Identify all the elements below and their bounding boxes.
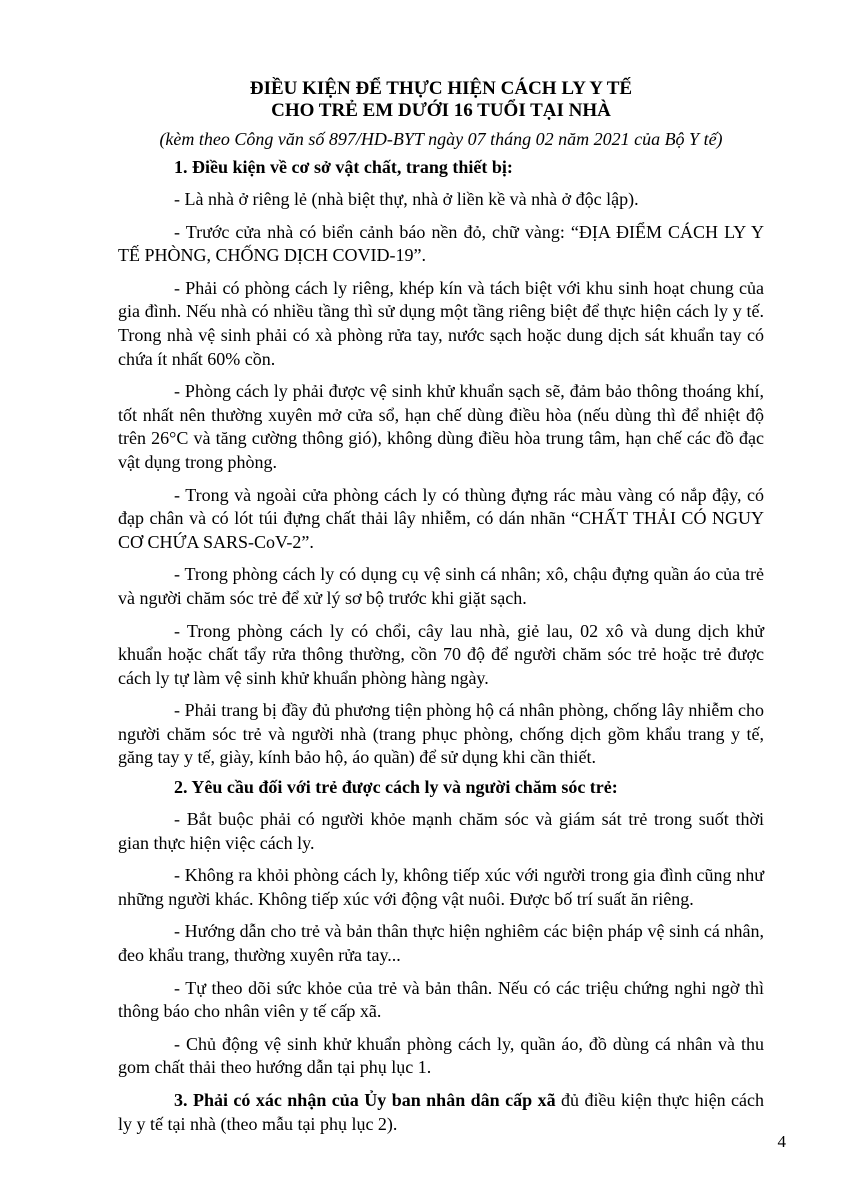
section1-item: - Trong phòng cách ly có chổi, cây lau nhà, giẻ lau, 02 xô và dung dịch khử khuẩn hoặc chất tẩy rửa thông thường, cồn 70 độ để người chăm sóc trẻ hoặc trẻ được cách ly tự làm vệ sinh khử khuẩn phòng hàng ngày. — [118, 620, 764, 688]
section1-item: - Trước cửa nhà có biển cảnh báo nền đỏ, chữ vàng: “ĐỊA ĐIỂM CÁCH LY Y TẾ PHÒNG, CHỐNG DỊCH COVID-19”. — [118, 221, 764, 266]
document-title-line1: ĐIỀU KIỆN ĐỂ THỰC HIỆN CÁCH LY Y TẾ — [249, 78, 633, 99]
section3-rest-text: đủ điều kiện thực hiện cách ly y tế tại nhà (theo mẫu tại phụ lục 2). — [118, 1090, 765, 1134]
document-subtitle: (kèm theo Công văn số 897/HD-BYT ngày 07 tháng 02 năm 2021 của Bộ Y tế) — [159, 129, 723, 149]
section2-item: - Chủ động vệ sinh khử khuẩn phòng cách ly, quần áo, đồ dùng cá nhân và thu gom chất thải theo hướng dẫn tại phụ lục 1. — [118, 1033, 764, 1078]
section1-item: - Trong phòng cách ly có dụng cụ vệ sinh cá nhân; xô, chậu đựng quần áo của trẻ và người chăm sóc trẻ để xử lý sơ bộ trước khi giặt sạch. — [118, 564, 764, 608]
section1-item: - Phải trang bị đầy đủ phương tiện phòng hộ cá nhân phòng, chống lây nhiễm cho người chăm sóc trẻ và người nhà (trang phục phòng, chống dịch gồm khẩu trang y tế, găng tay y tế, giày, kính bảo hộ, áo quần) để sử dụng khi cần thiết. — [118, 700, 764, 768]
section1-item: - Phòng cách ly phải được vệ sinh khử khuẩn sạch sẽ, đảm bảo thông thoáng khí, tốt nhất nên thường xuyên mở cửa sổ, hạn chế dùng điều hòa (nếu dùng thì để nhiệt độ trên 26°C và tăng cường thông gió), không dùng điều hòa trung tâm, hạn chế các đồ đạc vật dụng trong phòng. — [118, 381, 764, 472]
section1-heading: 1. Điều kiện về cơ sở vật chất, trang thiết bị: — [174, 157, 513, 177]
document-page — [118, 78, 764, 1136]
section2-item: - Không ra khỏi phòng cách ly, không tiếp xúc với người trong gia đình cũng như những người khác. Không tiếp xúc với động vật nuôi. Được bố trí suất ăn riêng. — [118, 865, 764, 909]
section1-item: - Là nhà ở riêng lẻ (nhà biệt thự, nhà ở liền kề và nhà ở độc lập). — [174, 189, 639, 209]
section3-bold-text: 3. Phải có xác nhận của Ủy ban nhân dân cấp xã — [174, 1090, 556, 1110]
section2-item: - Hướng dẫn cho trẻ và bản thân thực hiện nghiêm các biện pháp vệ sinh cá nhân, đeo khẩu trang, thường xuyên rửa tay... — [118, 921, 764, 966]
document-title-line2: CHO TRẺ EM DƯỚI 16 TUỔI TẠI NHÀ — [271, 100, 611, 121]
section2-item: - Bắt buộc phải có người khỏe mạnh chăm sóc và giám sát trẻ trong suốt thời gian thực hiện việc cách ly. — [118, 809, 764, 853]
section1-item: - Trong và ngoài cửa phòng cách ly có thùng đựng rác màu vàng có nắp đậy, có đạp chân và có lót túi đựng chất thải lây nhiễm, có dán nhãn “CHẤT THẢI CÓ NGUY CƠ CHỨA SARS-CoV-2”. — [118, 484, 764, 552]
section1-item: - Phải có phòng cách ly riêng, khép kín và tách biệt với khu sinh hoạt chung của gia đình. Nếu nhà có nhiều tầng thì sử dụng một tầng riêng biệt để thực hiện cách ly y tế. Trong nhà vệ sinh phải có xà phòng rửa tay, nước sạch hoặc dung dịch sát khuẩn tay có chứa ít nhất 60% cồn. — [118, 277, 764, 369]
section2-item: - Tự theo dõi sức khỏe của trẻ và bản thân. Nếu có các triệu chứng nghi ngờ thì thông báo cho nhân viên y tế cấp xã. — [118, 977, 764, 1022]
section3-paragraph — [118, 1089, 764, 1136]
section2-heading: 2. Yêu cầu đối với trẻ được cách ly và người chăm sóc trẻ: — [174, 777, 618, 798]
page-number: 4 — [777, 1132, 786, 1151]
